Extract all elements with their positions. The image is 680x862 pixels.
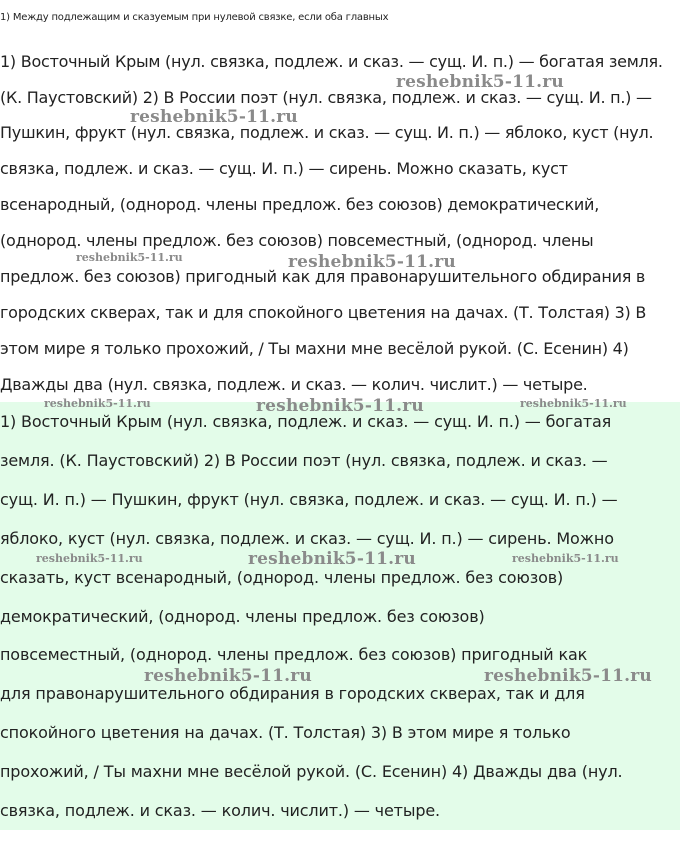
answer-line: сказать, куст всенародный, (однород. члены предлож. без союзов): [0, 568, 564, 587]
task-heading: 1) Между подлежащим и сказуемым при нулевой связке, если оба главных: [0, 12, 389, 23]
question-line: (однород. члены предлож. без союзов) повсеместный, (однород. члены: [0, 231, 594, 250]
watermark: reshebnik5-11.ru: [130, 107, 298, 127]
answer-line: демократический, (однород. члены предлож. без союзов): [0, 607, 485, 626]
question-line: городских скверах, так и для спокойного цветения на дачах. (Т. Толстая) 3) В: [0, 303, 647, 322]
answer-line: повсеместный, (однород. члены предлож. без союзов) пригодный как: [0, 645, 588, 664]
answer-line: яблоко, куст (нул. связка, подлеж. и сказ. — сущ. И. п.) — сирень. Можно: [0, 529, 614, 548]
answer-line: 1) Восточный Крым (нул. связка, подлеж. и сказ. — сущ. И. п.) — богатая: [0, 412, 612, 431]
watermark: reshebnik5-11.ru: [144, 666, 312, 686]
question-line: Пушкин, фрукт (нул. связка, подлеж. и сказ. — сущ. И. п.) — яблоко, куст (нул.: [0, 123, 654, 142]
watermark: reshebnik5-11.ru: [484, 666, 652, 686]
answer-line: для правонарушительного обдирания в городских скверах, так и для: [0, 684, 585, 703]
question-line: (К. Паустовский) 2) В России поэт (нул. связка, подлеж. и сказ. — сущ. И. п.) —: [0, 88, 652, 107]
answer-line: связка, подлеж. и сказ. — колич. числит.) — четыре.: [0, 801, 440, 820]
question-line: всенародный, (однород. члены предлож. без союзов) демократический,: [0, 195, 600, 214]
watermark: reshebnik5-11.ru: [256, 396, 424, 416]
question-line: этом мире я только прохожий, / Ты махни мне весёлой рукой. (С. Есенин) 4): [0, 339, 629, 358]
answer-line: прохожий, / Ты махни мне весёлой рукой. (С. Есенин) 4) Дважды два (нул.: [0, 762, 623, 781]
watermark: reshebnik5-11.ru: [36, 552, 143, 565]
answer-block: [0, 402, 680, 830]
question-line: предлож. без союзов) пригодный как для правонарушительного обдирания в: [0, 267, 646, 286]
watermark: reshebnik5-11.ru: [248, 549, 416, 569]
watermark: reshebnik5-11.ru: [288, 252, 456, 272]
answer-line: сущ. И. п.) — Пушкин, фрукт (нул. связка, подлеж. и сказ. — сущ. И. п.) —: [0, 490, 618, 509]
question-line: Дважды два (нул. связка, подлеж. и сказ. — колич. числит.) — четыре.: [0, 375, 588, 394]
answer-line: спокойного цветения на дачах. (Т. Толстая) 3) В этом мире я только: [0, 723, 571, 742]
watermark: reshebnik5-11.ru: [512, 552, 619, 565]
answer-line: земля. (К. Паустовский) 2) В России поэт (нул. связка, подлеж. и сказ. —: [0, 451, 608, 470]
question-line: связка, подлеж. и сказ. — сущ. И. п.) — сирень. Можно сказать, куст: [0, 159, 568, 178]
watermark: reshebnik5-11.ru: [396, 72, 564, 92]
question-line: 1) Восточный Крым (нул. связка, подлеж. и сказ. — сущ. И. п.) — богатая земля.: [0, 52, 663, 71]
watermark: reshebnik5-11.ru: [520, 397, 627, 410]
watermark: reshebnik5-11.ru: [44, 397, 151, 410]
watermark: reshebnik5-11.ru: [76, 251, 183, 264]
